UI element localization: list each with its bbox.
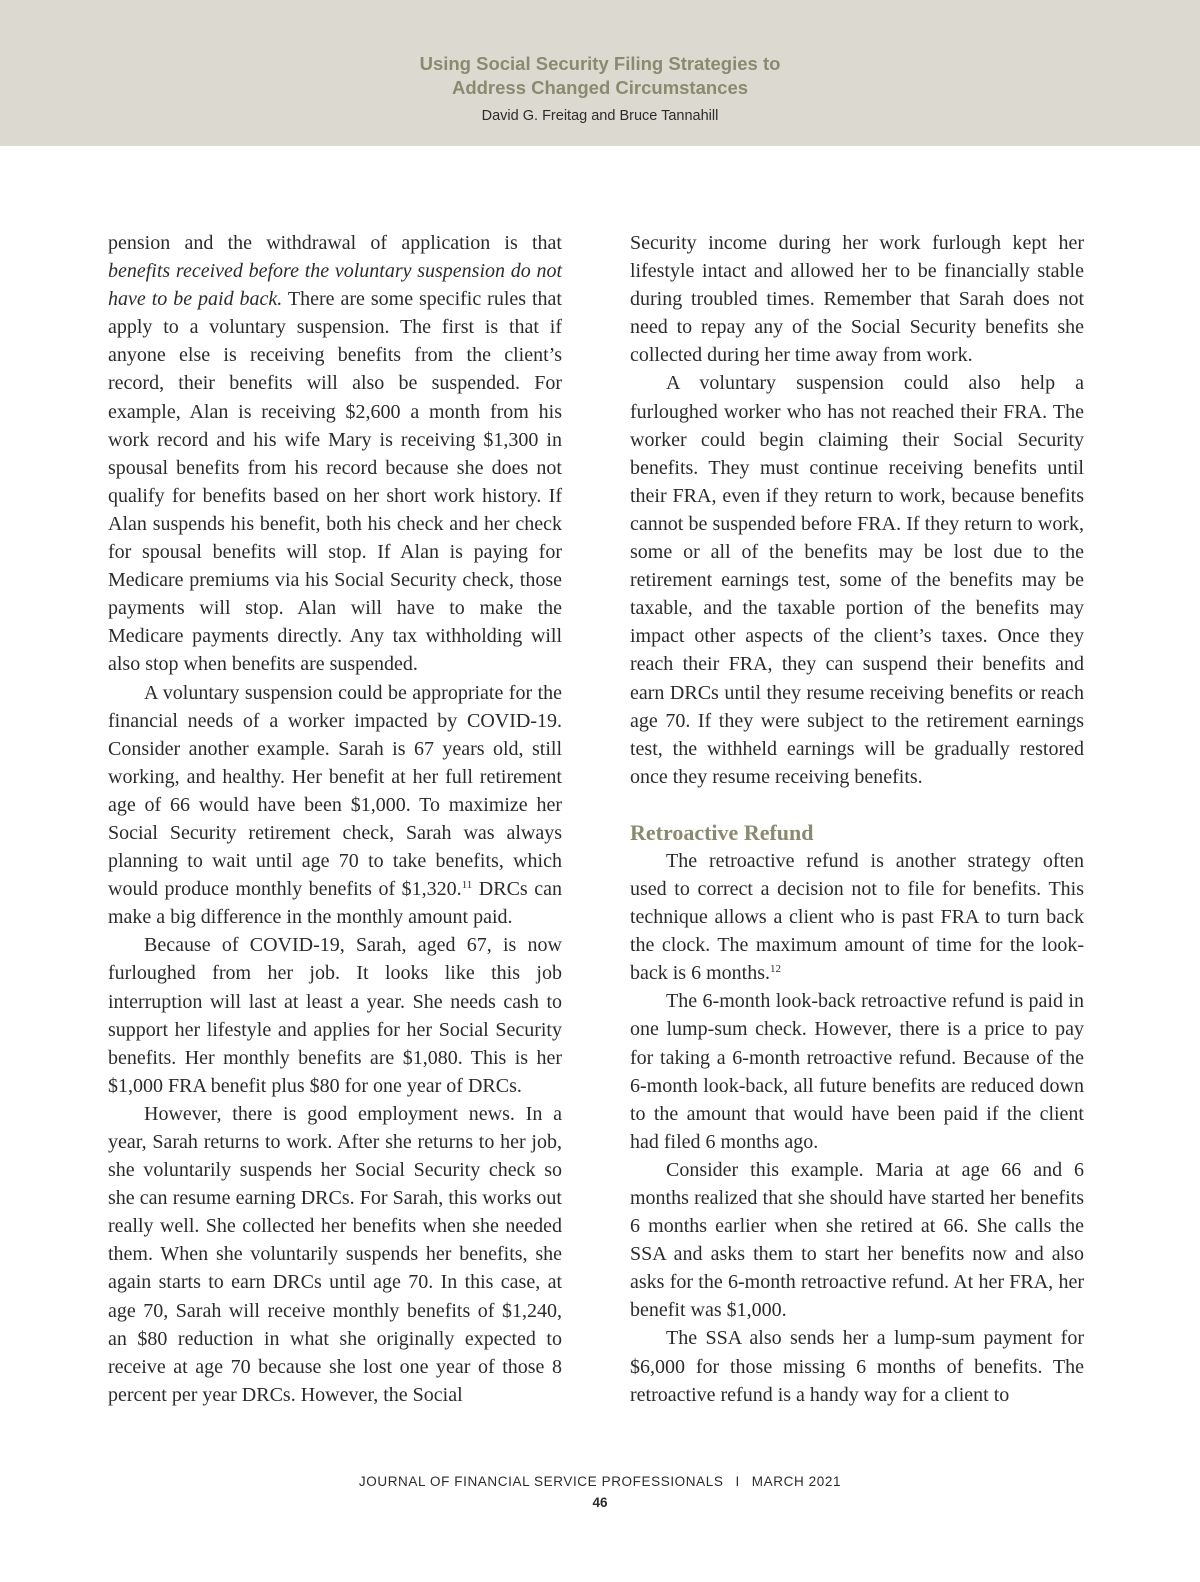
page-number: 46 <box>592 1495 608 1510</box>
header-authors: David G. Freitag and Bruce Tannahill <box>481 108 719 124</box>
left-paragraph-1: pension and the withdrawal of application is that benefits received before the voluntary suspension do not have to be paid back. There are some specific rules that apply to a voluntary suspension. The first is that if anyone else is receiving benefits from the client’s record, their benefits will also be suspended. For example, Alan is receiving $2,600 a month from his work record and his wife Mary is receiving $1,300 in spousal benefits from his record because she does not qualify for benefits based on her short work history. If Alan suspends his benefit, both his check and her check for spousal benefits will stop. If Alan is paying for Medicare premiums via his Social Security check, those payments will stop. Alan will have to make the Medicare payments directly. Any tax withholding will also stop when benefits are suspended. <box>108 232 562 676</box>
italic-emphasis: benefits received before the voluntary suspension do not have to be paid back. <box>108 260 562 311</box>
issue-date: MARCH 2021 <box>751 1474 842 1489</box>
right-paragraph-1: Security income during her work furlough kept her lifestyle intact and allowed her to be financially stable during troubled times. Remember that Sarah does not need to repay any of the Social Security benefits she collected during her time away from work. <box>630 232 1084 367</box>
right-paragraph-5: Consider this example. Maria at age 66 and 6 months realized that she should have started her benefits 6 months earlier when she retired at 66. She calls the SSA and asks them to start her benefits now and also asks for the 6-month retroactive refund. At her FRA, her benefit was $1,000. <box>630 1158 1084 1322</box>
left-paragraph-4: However, there is good employment news. In a year, Sarah returns to work. After she returns to her job, she voluntarily suspends her Social Security check so she can resume earning DRCs. For Sarah, this works out really well. She collected her benefits when she needed them. When she voluntarily suspends her benefits, she again starts to earn DRCs until age 70. In this case, at age 70, Sarah will receive monthly benefits of $1,240, an $80 reduction in what she originally expected to receive at age 70 because she lost one year of those 8 percent per year DRCs. However, the Social <box>108 1102 562 1406</box>
right-paragraph-3: The retroactive refund is another strategy often used to correct a decision not to file for benefits. This technique allows a client who is past FRA to turn back the clock. The maximum amount of time for the look-back is 6 months.$^{12}$ <box>630 849 1084 985</box>
footer-separator: I <box>735 1474 740 1489</box>
left-paragraph-2: A voluntary suspension could be appropriate for the financial needs of a worker impacted by COVID-19. Consider another example. Sarah is 67 years old, still working, and healthy. Her benefit at her full retirement age of 66 would have been $1,000. To maximize her Social Security retirement check, Sarah was always planning to wait until age 70 to take benefits, which would produce monthly benefits of $1,320.11 DRCs can make a big difference in the monthly amount paid. <box>108 681 562 929</box>
right-paragraph-6: The SSA also sends her a lump-sum payment for $6,000 for those missing 6 months of benefits. The retroactive refund is a handy way for a client to <box>630 1327 1084 1406</box>
journal-name: JOURNAL OF FINANCIAL SERVICE PROFESSIONALS <box>358 1474 724 1489</box>
footnote-ref-12: 12 <box>770 963 781 976</box>
running-header <box>0 0 1200 146</box>
page-footer <box>0 1474 1200 1510</box>
left-paragraph-3: Because of COVID-19, Sarah, aged 67, is now furloughed from her job. It looks like this job interruption will last at least a year. She needs cash to support her lifestyle and applies for her Social Security benefits. Her monthly benefits are $1,080. This is her $1,000 FRA benefit plus $80 for one year of DRCs. <box>108 934 562 1097</box>
left-column <box>108 229 562 1409</box>
right-column <box>630 229 1084 1409</box>
right-paragraph-2: A voluntary suspension could also help a furloughed worker who has not reached their FRA. The worker could begin claiming their Social Security benefits. They must continue receiving benefits until their FRA, even if they return to work, because benefits cannot be suspended before FRA. If they return to work, some or all of the benefits may be lost due to the retirement earnings test, some of the benefits may be taxable, and the taxable portion of the benefits may impact other aspects of the client’s taxes. Once they reach their FRA, they can suspend their benefits and earn DRCs until they resume receiving benefits or reach age 70. If they were subject to the retirement earnings test, the withheld earnings will be gradually restored once they resume receiving benefits. <box>630 372 1084 788</box>
journal-line <box>0 1474 1200 1489</box>
header-title-line-2: Address Changed Circumstances <box>451 77 749 98</box>
right-paragraph-4: The 6-month look-back retroactive refund is paid in one lump-sum check. However, there is a price to pay for taking a 6-month retroactive refund. Because of the 6-month look-back, all future benefits are reduced down to the amount that would have been paid if the client had filed 6 months ago. <box>630 990 1084 1153</box>
section-heading: Retroactive Refund <box>630 819 814 845</box>
footnote-ref-11: 11 <box>461 879 473 892</box>
header-title-line-1: Using Social Security Filing Strategies to <box>419 53 781 74</box>
